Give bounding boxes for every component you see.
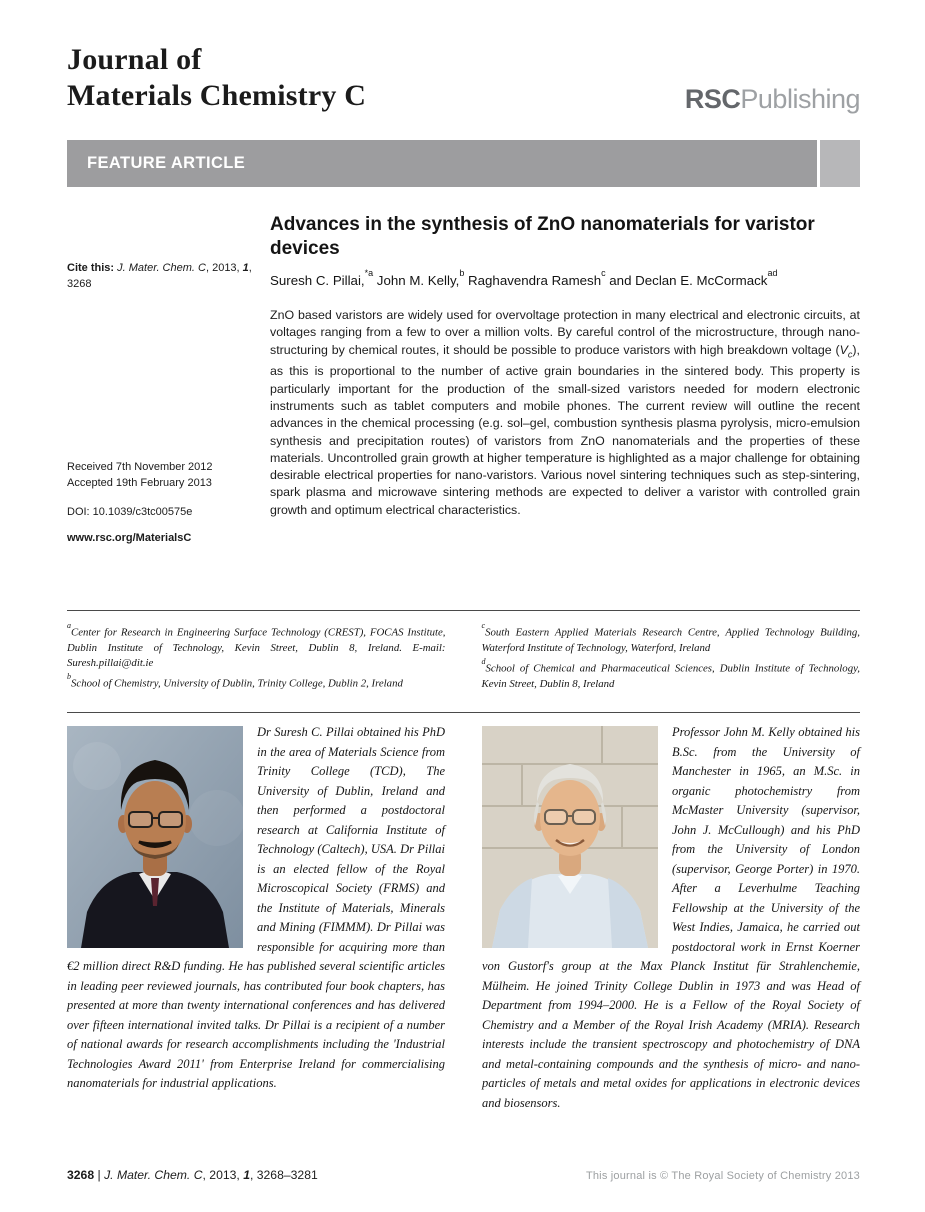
cite-this-label: Cite this: [67,262,118,274]
page-footer [67,1168,860,1182]
author-name: and Declan E. McCormack [605,273,768,288]
breakdown-voltage-subscript: c [847,349,853,360]
journal-masthead [67,42,366,114]
affiliations-section [67,621,860,693]
affiliations-right-column [482,621,861,693]
banner-main [67,140,817,187]
accepted-date: Accepted 19th February 2013 [67,476,212,489]
footer-citation [67,1168,318,1182]
publishing-logo-text: Publishing [740,84,860,114]
journal-website-link[interactable]: www.rsc.org/MaterialsC [67,532,192,544]
affiliation-marker: c [481,621,486,630]
biography-john-kelly [482,723,860,1113]
affiliation-text: School of Chemical and Pharmaceutical Sciences, Dublin Institute of Technology, Kevin Street, Dublin 8, Ireland [481,662,860,690]
author-biographies-section [67,723,860,1113]
article-main-column [270,213,860,519]
abstract-paragraph [270,307,860,519]
affiliation-a [67,621,446,671]
affiliation-text: South Eastern Applied Materials Research Centre, Applied Technology Building, Waterford Institute of Technology, Waterford, Ireland [481,626,860,654]
cite-volume: 1 [242,262,249,274]
cite-journal-name: J. Mater. Chem. C [117,262,206,274]
footer-year: , 2013, [202,1168,244,1182]
banner-end-block [820,140,860,187]
journal-title-line1: Journal of [67,43,202,76]
biography-text: Professor John M. Kelly obtained his B.Sc. from the University of Manchester in 1965, an M.Sc. in organic photochemistry from McMaster University (supervisor, John J. McCullough) and his PhD from the University of London (supervisor, George Porter) in 1970. After a Leverhulme Teaching Fellowship at the University of the West Indies, Jamaica, he carried out postdoctoral work in Ernst Koerner von Gustorf's group at the Max Planck Institut für Strahlenchemie, Mülheim. He joined Trinity College Dublin in 1973 and was Head of Department from 1994–2000. He is a Fellow of the Royal Society of Chemistry and a Member of the Royal Irish Academy (MRIA). Research interests include the transient spectroscopy and photochemistry of DNA and metal-containing compounds and the synthesis of micro- and nano-particles of metals and metal oxides for applications in electronic devices and biosensors. [482,725,860,1110]
author-name: John M. Kelly, [373,273,460,288]
biography-text: Dr Suresh C. Pillai obtained his PhD in the area of Materials Science from Trinity College (TCD), The University of Dublin, Ireland and then performed a postdoctoral research at California Institute of Technology (Caltech), USA. Dr Pillai is an elected fellow of the Royal Microscopical Society (FRMS) and the Institute of Materials, Minerals and Mining (FIMMM). Dr Pillai was responsible for acquiring more than €2 million direct R&D funding. He has published several scientific articles in leading peer reviewed journals, has contributed four book chapters, has presented at more than twenty international conferences and has delivered over fifteen international invited talks. Dr Pillai is a recipient of a number of national awards for research accomplishments including the 'Industrial Technologies Award 2011' from Enterprise Ireland for commercialising nanomaterials for industrial applications. [67,725,445,1090]
biography-suresh-pillai [67,723,445,1113]
author-affiliation-marker: *a [364,267,374,278]
affiliation-marker: d [481,657,486,666]
breakdown-voltage-symbol: V [839,342,848,357]
footer-copyright: This journal is © The Royal Society of Chemistry 2013 [585,1170,860,1182]
divider-below-affiliations [67,712,860,713]
article-title: Advances in the synthesis of ZnO nanomaterials for varistor devices [270,214,815,259]
abstract-text-part1: ZnO based varistors are widely used for overvoltage protection in many electrical and electronic circuits, at voltages ranging from a few to over a million volts. By careful control of the microstructure, through nano-structuring by chemical routes, it should be possible to produce varistors with high breakdown voltage ( [270,308,860,357]
affiliation-b [67,672,446,692]
footer-page-range: , 3268–3281 [249,1168,318,1182]
author-list [270,267,860,288]
affiliation-d [482,657,861,692]
footer-page-number: 3268 [67,1168,95,1182]
received-date: Received 7th November 2012 [67,461,213,473]
affiliation-text: Center for Research in Engineering Surface Technology (CREST), FOCAS Institute, Dublin Institute of Technology, Kevin Street, Dublin 8, Ireland. E-mail: Suresh.pillai@dit.ie [67,626,446,669]
author-name: Suresh C. Pillai, [270,273,365,288]
author-affiliation-marker: ad [767,267,778,278]
affiliation-marker: a [67,621,71,630]
footer-volume: 1 [243,1168,250,1182]
author-affiliation-marker: c [601,267,606,278]
feature-article-label: FEATURE ARTICLE [87,154,246,172]
cite-pages: , 3268 [67,262,252,290]
journal-title-line2: Materials Chemistry C [67,79,367,112]
affiliation-text: School of Chemistry, University of Dublin, Trinity College, Dublin 2, Ireland [71,677,403,690]
affiliations-left-column [67,621,446,693]
portrait-photo-suresh-pillai [67,726,243,948]
affiliation-c [482,621,861,656]
author-affiliation-marker: b [459,267,465,278]
article-type-banner [67,140,860,187]
footer-separator: | [94,1168,105,1182]
footer-journal-name: J. Mater. Chem. C [104,1168,203,1182]
cite-year: , 2013, [205,262,243,274]
received-accepted-dates [67,460,257,492]
rsc-publishing-logo [685,84,860,115]
portrait-photo-john-kelly [482,726,658,948]
rsc-logo-text: RSC [684,84,741,114]
author-name: Raghavendra Ramesh [464,273,602,288]
article-head-section [67,213,860,544]
divider-above-affiliations [67,610,860,611]
doi-text: DOI: 10.1039/c3tc00575e [67,506,193,518]
citation-info [67,261,257,293]
affiliation-marker: b [67,672,71,682]
abstract-text-part2: ), as this is proportional to the number of active grain boundaries in the sintered body. This property is particularly important for the production of the small-sized varistors needed for modern electronic instruments such as tablet computers and mobile phones. The current review will outline the recent advances in the chemical processing (e.g. sol–gel, combustion synthesis plasma pyrolysis, micro-emulsion synthesis and precipitation routes) of varistors from ZnO nanomaterials and the properties of these materials. Uncontrolled grain growth at higher temperature is highlighted as a major challenge for obtaining desirable electrical properties for nano-varistors. Various novel sintering techniques such as step-sintering, spark plasma and microwave sintering methods are expected to deliver a varistor with controlled grain growth and optimum electrical characteristics. [270,342,860,517]
